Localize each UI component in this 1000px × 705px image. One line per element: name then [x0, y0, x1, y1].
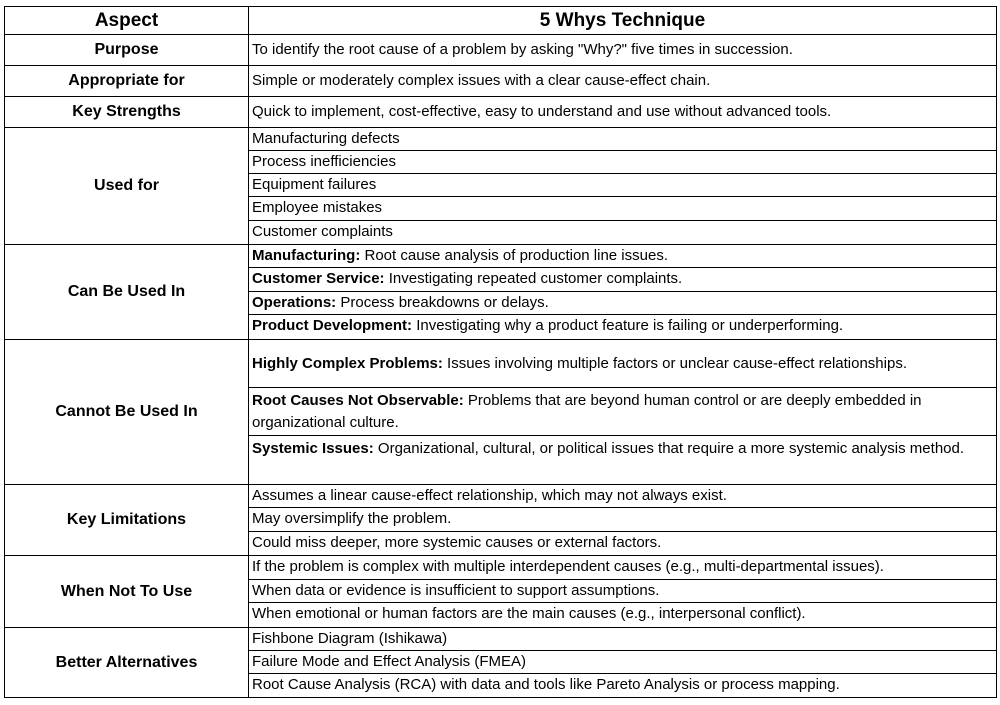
detail-line: Systemic Issues: Organizational, cultural, or political issues that require a more systemic analysis method. — [252, 440, 965, 457]
detail-line: Operations: Process breakdowns or delays. — [249, 292, 996, 315]
aspect-cell: Appropriate for — [5, 66, 249, 97]
aspect-cell: When Not To Use — [5, 556, 249, 628]
aspect-cell: Better Alternatives — [5, 628, 249, 698]
detail-line: Employee mistakes — [249, 197, 996, 221]
aspect-cell: Can Be Used In — [5, 245, 249, 340]
detail-line: Root Cause Analysis (RCA) with data and tools like Pareto Analysis or process mapping. — [252, 676, 840, 693]
detail-line: Failure Mode and Effect Analysis (FMEA) — [249, 651, 996, 674]
detail-line: Highly Complex Problems: Issues involving multiple factors or unclear cause-effect relationships. — [249, 340, 996, 388]
aspect-cell: Cannot Be Used In — [5, 340, 249, 485]
detail-line: Product Development: Investigating why a product feature is failing or underperforming. — [252, 317, 844, 334]
aspect-cell: Key Limitations — [5, 485, 249, 556]
detail-cell — [249, 556, 997, 628]
detail-line: Root Causes Not Observable: Problems that are beyond human control or are deeply embedded in organizational culture. — [249, 388, 996, 436]
detail-cell — [249, 628, 997, 698]
detail-cell — [249, 97, 997, 128]
detail-cell — [249, 128, 997, 245]
row-used-for — [5, 128, 997, 245]
comparison-table — [4, 6, 997, 698]
detail-line: Assumes a linear cause-effect relationship, which may not always exist. — [249, 485, 996, 508]
detail-line: Manufacturing: Root cause analysis of production line issues. — [249, 245, 996, 268]
detail-line: To identify the root cause of a problem by asking "Why?" five times in succession. — [252, 41, 793, 58]
detail-line: Quick to implement, cost-effective, easy to understand and use without advanced tools. — [252, 103, 832, 120]
header-row — [5, 7, 997, 35]
row-can-be-used-in — [5, 245, 997, 340]
detail-cell — [249, 245, 997, 340]
detail-cell — [249, 35, 997, 66]
row-appropriate-for — [5, 66, 997, 97]
aspect-cell: Key Strengths — [5, 97, 249, 128]
detail-line: Simple or moderately complex issues with a clear cause-effect chain. — [252, 72, 711, 89]
header-aspect: Aspect — [5, 7, 249, 35]
row-better-alternatives — [5, 628, 997, 698]
aspect-cell: Used for — [5, 128, 249, 245]
detail-line: When data or evidence is insufficient to support assumptions. — [249, 580, 996, 603]
detail-line: Equipment failures — [249, 174, 996, 197]
row-key-limitations — [5, 485, 997, 556]
detail-cell — [249, 485, 997, 556]
row-when-not-to-use — [5, 556, 997, 628]
detail-line: Customer complaints — [252, 223, 393, 240]
aspect-cell: Purpose — [5, 35, 249, 66]
detail-line: When emotional or human factors are the main causes (e.g., interpersonal conflict). — [252, 605, 806, 622]
row-cannot-be-used-in — [5, 340, 997, 485]
detail-line: Could miss deeper, more systemic causes or external factors. — [252, 534, 662, 551]
detail-cell — [249, 66, 997, 97]
row-purpose — [5, 35, 997, 66]
detail-line: May oversimplify the problem. — [249, 508, 996, 532]
detail-line: Manufacturing defects — [249, 128, 996, 151]
detail-line: Process inefficiencies — [249, 151, 996, 174]
header-technique: 5 Whys Technique — [249, 7, 997, 35]
detail-line: If the problem is complex with multiple interdependent causes (e.g., multi-departmental issues). — [249, 556, 996, 580]
detail-line: Fishbone Diagram (Ishikawa) — [249, 628, 996, 651]
row-key-strengths — [5, 97, 997, 128]
detail-line: Customer Service: Investigating repeated customer complaints. — [249, 268, 996, 292]
detail-cell — [249, 340, 997, 485]
